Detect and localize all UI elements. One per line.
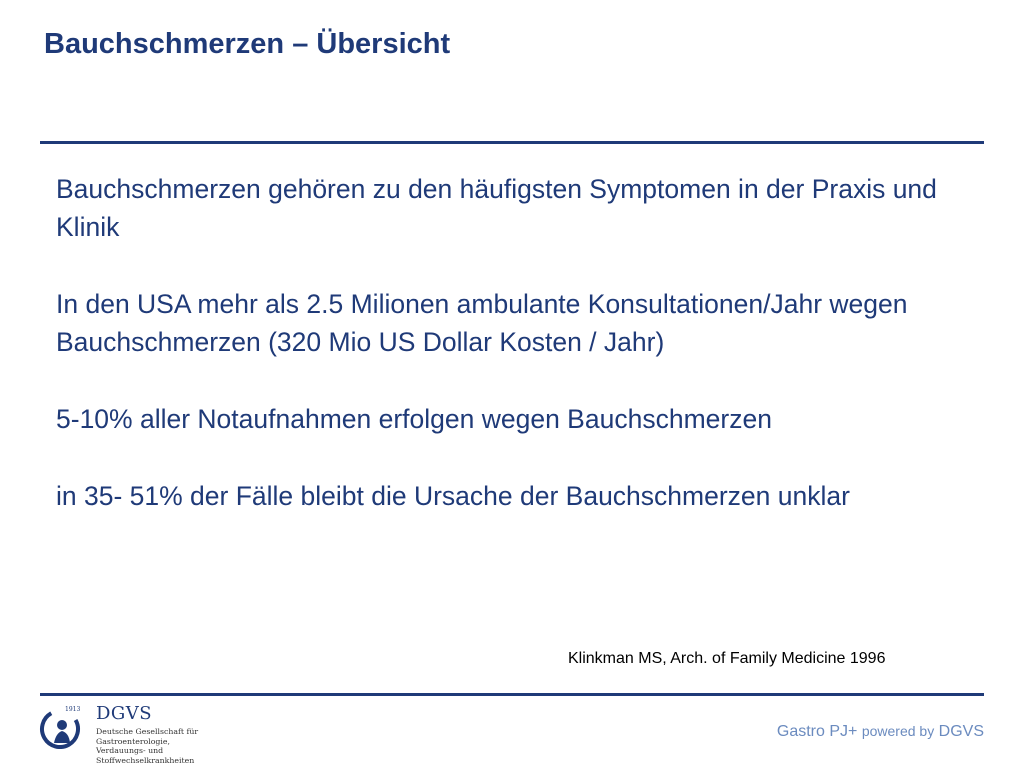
slide-body (56, 170, 1006, 515)
logo-year: 1913 (65, 706, 81, 713)
footer-brand-prefix: Gastro PJ+ (776, 723, 858, 740)
footer-divider (40, 693, 984, 696)
logo-subtitle (96, 727, 198, 765)
body-paragraph: Bauchschmerzen gehören zu den häufigsten Symptomen in der Praxis und Klinik (56, 174, 937, 242)
slide-title: Bauchschmerzen – Übersicht (44, 28, 451, 60)
body-paragraph: in 35- 51% der Fälle bleibt die Ursache der Bauchschmerzen unklar (56, 481, 850, 511)
logo-subtitle-line: Verdauungs- und (96, 746, 164, 755)
logo-subtitle-line: Stoffwechselkrankheiten (96, 755, 195, 765)
body-paragraph: In den USA mehr als 2.5 Milionen ambulante Konsultationen/Jahr wegen Bauchschmerzen (320 Mio US Dollar Kosten / Jahr) (56, 289, 908, 357)
footer-brand-suffix: DGVS (938, 723, 984, 740)
dgvs-logo (38, 703, 208, 765)
citation: Klinkman MS, Arch. of Family Medicine 1996 (568, 650, 886, 667)
body-paragraph: 5-10% aller Notaufnahmen erfolgen wegen Bauchschmerzen (56, 404, 772, 434)
footer-powered-by: powered by (861, 723, 935, 739)
logo-subtitle-line: Deutsche Gesellschaft für (96, 727, 199, 736)
logo-subtitle-line: Gastroenterologie, (96, 736, 171, 746)
logo-name: DGVS (96, 703, 153, 724)
header-divider (40, 141, 984, 144)
footer-brand (777, 723, 984, 741)
